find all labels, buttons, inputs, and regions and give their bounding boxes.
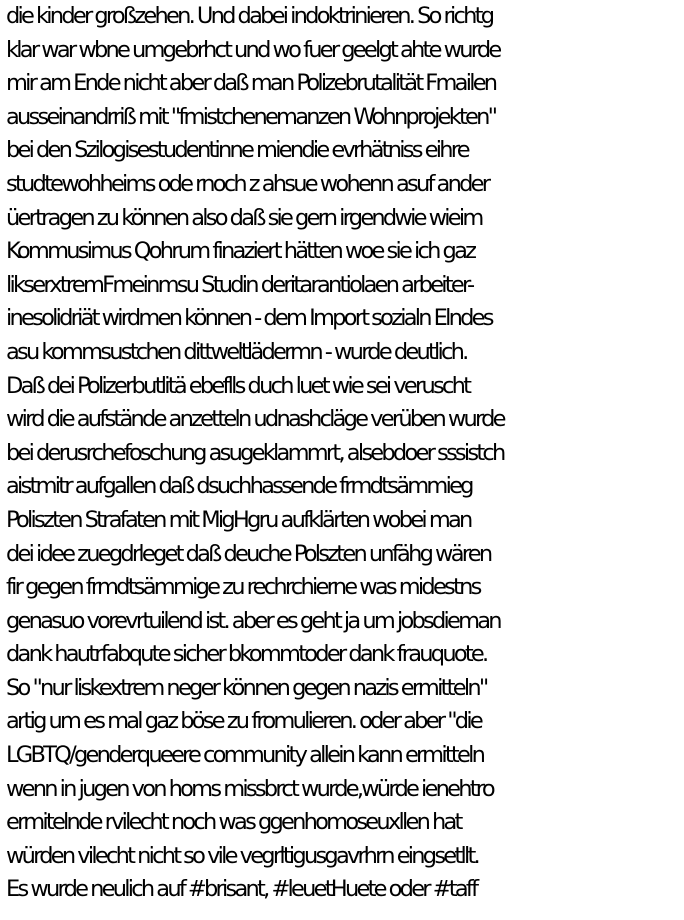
text-line-18: fir gegen frmdtsämmige zu rechrchierne was midestns: [6, 574, 480, 601]
text-line-7: üertragen zu können also daß sie gern irgendwie wieim: [6, 204, 482, 231]
text-line-4: ausseinandrriß mit "fmistchenemanzen Wohnprojekten": [6, 103, 496, 130]
text-line-20: dank hautrfabqute sicher bkommtoder dank frauquote.: [6, 641, 487, 668]
text-line-24: wenn in jugen von homs missbrct wurde,würde ienehtro: [6, 775, 493, 802]
text-line-14: bei derusrchefoschung asugeklammrt, alsebdoer sssistch: [6, 439, 504, 466]
text-line-13: wird die aufstände anzetteln udnashcläge verüben wurde: [6, 406, 504, 433]
text-line-8: Kommusimus Qohrum finaziert hätten woe sie ich gaz: [6, 238, 475, 265]
text-line-3: mir am Ende nicht aber daß man Polizebrutalität Fmailen: [6, 70, 496, 97]
text-line-9: likserxtremFmeinmsu Studin deritarantiolaen arbeiter-: [6, 271, 473, 298]
text-line-10: inesolidriät wirdmen können - dem Import sozialn Elndes: [6, 305, 492, 332]
text-line-27: Es wurde neulich auf #brisant, #leuetHuete oder #taff: [6, 876, 477, 903]
text-line-26: würden vilecht nicht so vile vegrltigusgavrhrn eingsetllt.: [6, 842, 478, 869]
text-line-11: asu kommsustchen dittweltlädermn - wurde deutlich.: [6, 338, 467, 365]
text-line-16: Poliszten Strafaten mit MigHgru aufklärten wobei man: [6, 506, 471, 533]
text-line-23: LGBTQ/genderqueere community allein kann ermitteln: [6, 742, 484, 769]
text-line-25: ermitelnde rvilecht noch was ggenhomoseuxllen hat: [6, 809, 461, 836]
text-line-22: artig um es mal gaz böse zu fromulieren. oder aber "die: [6, 708, 481, 735]
text-line-15: aistmitr aufgallen daß dsuchhassende frmdtsämmieg: [6, 473, 472, 500]
text-line-17: dei idee zuegdrleget daß deuche Polszten unfähg wären: [6, 540, 491, 567]
text-line-19: genasuo vorevrtuilend ist. aber es geht ja um jobsdieman: [6, 607, 500, 634]
text-line-2: klar war wbne umgebrhct und wo fuer geelgt ahte wurde: [6, 36, 500, 63]
text-body: [6, 0, 682, 907]
text-line-12: Daß dei Polizerbutlitä ebeflls duch luet wie sei veruscht: [6, 372, 470, 399]
text-line-1: die kinder großzehen. Und dabei indoktrinieren. So richtg: [6, 3, 493, 29]
text-line-5: bei den Szilogisestudentinne miendie evrhätniss eihre: [6, 137, 468, 164]
text-line-6: studtewohheims ode rnoch z ahsue wohenn asuf ander: [6, 170, 489, 197]
text-line-21: So "nur liskextrem neger können gegen nazis ermitteln": [6, 674, 487, 701]
